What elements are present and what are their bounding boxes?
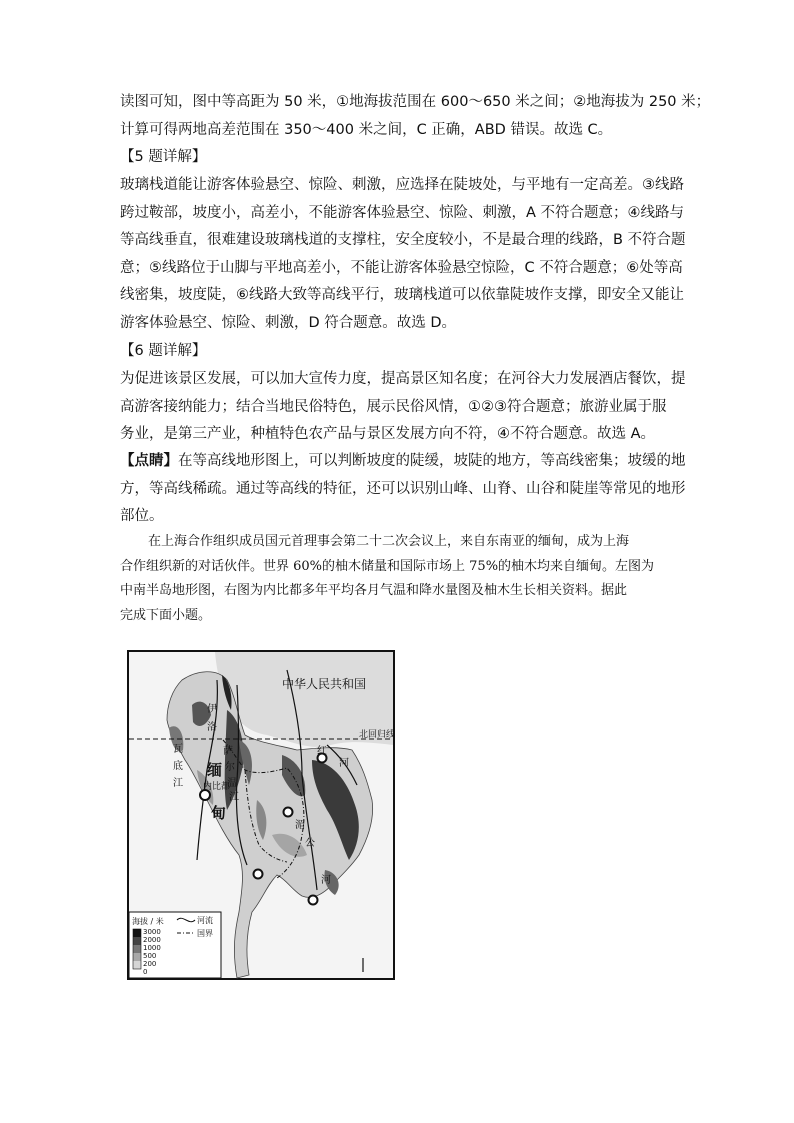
myanmar-label: 甸 xyxy=(211,804,227,822)
mekong-label: 湄 xyxy=(295,820,305,831)
legend-level: 200 xyxy=(143,960,157,968)
red-river-label: 河 xyxy=(339,758,349,769)
irrawaddy-label: 伊 xyxy=(207,704,217,715)
text-line: 方，等高线稀疏。通过等高线的特征，还可以识别山峰、山脊、山谷和陡崖等常见的地形 xyxy=(120,480,686,497)
text-line: 游客体验悬空、惊险、刺激，D 符合题意。故选 D。 xyxy=(120,314,457,331)
indochina-topographic-map xyxy=(127,650,395,980)
city-marker-icon xyxy=(284,808,293,817)
text-line: 等高线垂直，很难建设玻璃栈道的支撑柱，安全度较小，不是最合理的线路，B 不符合题 xyxy=(120,232,686,249)
legend-title: 海拔 / 米 xyxy=(132,917,164,926)
legend-level: 1000 xyxy=(143,944,161,952)
capital-label: 内比都 xyxy=(203,782,231,792)
section-heading-q5: 【5 题详解】 xyxy=(120,149,207,165)
legend-level: 3000 xyxy=(143,928,161,936)
text-line: 在上海合作组织成员国元首理事会第二十二次会议上，来自东南亚的缅甸，成为上海 xyxy=(148,534,630,549)
legend-level: 0 xyxy=(143,968,148,976)
text-line: 在等高线地形图上，可以判断坡度的陡缓，坡陡的地方，等高线密集；坡缓的地 xyxy=(178,453,686,469)
salween-label: 萨 xyxy=(223,746,233,757)
text-line: 跨过鞍部，坡度小，高差小，不能游客体验悬空、惊险、刺激，A 不符合题意；④线路与 xyxy=(120,204,685,221)
mekong-label: 公 xyxy=(305,838,315,849)
text-line: 读图可知，图中等高距为 50 米，①地海拔范围在 600～650 米之间；②地海拔为 250 米； xyxy=(120,94,711,110)
legend-border: 国界 xyxy=(197,929,213,938)
irrawaddy-label: 瓦 xyxy=(173,744,183,755)
legend-river: 河流 xyxy=(197,916,213,925)
city-marker-icon xyxy=(254,870,263,879)
city-marker-icon xyxy=(309,896,318,905)
salween-label: 江 xyxy=(229,792,239,803)
text-line: 为促进该景区发展，可以加大宣传力度，提高景区知名度；在河谷大力发展酒店餐饮，提 xyxy=(120,371,686,387)
answer6-paragraph xyxy=(120,366,686,449)
text-line: 部位。 xyxy=(120,508,164,525)
mekong-label: 河 xyxy=(321,875,331,886)
map-legend xyxy=(129,912,221,978)
text-line: 高游客接纳能力；结合当地民俗特色，展示民俗风情，①②③符合题意；旅游业属于服 xyxy=(120,398,667,415)
text-line: 务业，是第三产业，种植特色农产品与景区发展方向不符，④不符合题意。故选 A。 xyxy=(120,426,656,443)
irrawaddy-label: 江 xyxy=(173,778,183,789)
tropic-label: 北回归线 xyxy=(359,730,395,740)
question-intro xyxy=(120,530,676,628)
legend-level: 500 xyxy=(143,952,157,960)
legend-level: 2000 xyxy=(143,936,161,944)
salween-label: 尔 xyxy=(225,762,235,773)
text-line: 线密集，坡度陡，⑥线路大致等高线平行，玻璃栈道可以依靠陡坡作支撑，即安全又能让 xyxy=(120,287,684,304)
irrawaddy-label: 底 xyxy=(173,761,183,772)
text-line: 合作组织新的对话伙伴。世界 60%的柚木储量和国际市场上 75%的柚木均来自缅甸。左图为 xyxy=(120,558,655,574)
text-line: 计算可得两地高差范围在 350～400 米之间，C 正确，ABD 错误。故选 C。 xyxy=(120,121,613,138)
text-line: 意；⑤线路位于山脚与平地高差小，不能让游客体验悬空惊险，C 不符合题意；⑥处等高 xyxy=(120,259,683,276)
text-line: 中南半岛地形图，右图为内比都多年平均各月气温和降水量图及柚木生长相关资料。据此 xyxy=(120,583,628,598)
section-heading-q6: 【6 题详解】 xyxy=(120,343,207,359)
answer5-paragraph xyxy=(120,172,686,338)
myanmar-label: 缅 xyxy=(207,761,223,779)
salween-label: 温 xyxy=(227,778,237,789)
china-label: 中华人民共和国 xyxy=(282,677,367,691)
tip-heading: 【点睛】 xyxy=(120,453,178,469)
answer4-paragraph xyxy=(120,89,711,144)
text-line: 玻璃栈道能让游客体验悬空、惊险、刺激，应选择在陡坡处，与平地有一定高差。③线路 xyxy=(120,177,684,193)
irrawaddy-label: 洛 xyxy=(207,722,217,733)
text-line: 完成下面小题。 xyxy=(120,607,212,623)
tip-paragraph xyxy=(120,448,686,531)
red-river-label: 红 xyxy=(317,746,327,757)
